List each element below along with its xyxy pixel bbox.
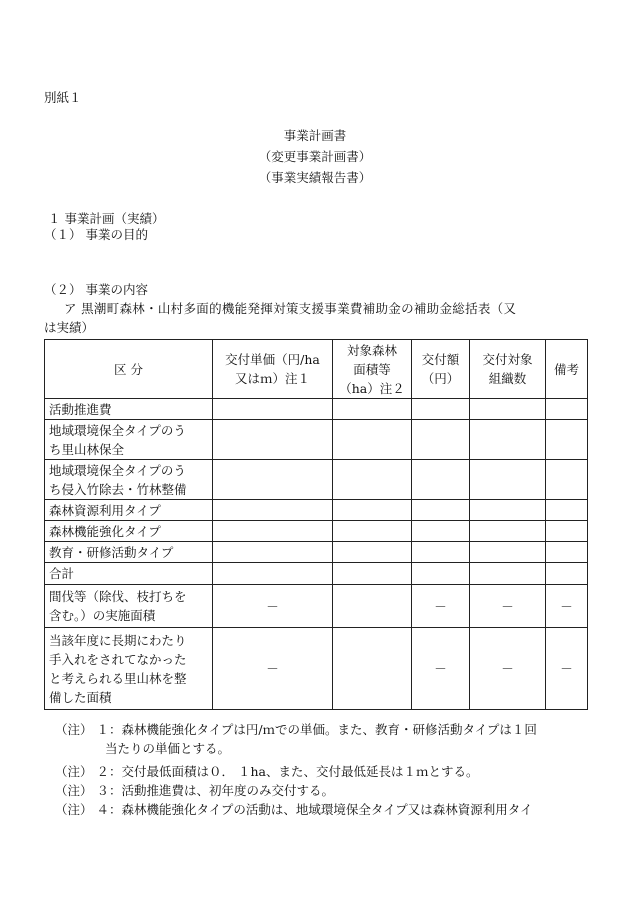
section-item-content: （２） 事業の内容 — [44, 282, 148, 297]
document-subtitle-report: （事業実績報告書） — [258, 170, 372, 185]
dash-cell: － — [412, 585, 470, 628]
row-label: 森林資源利用タイプ — [45, 500, 213, 521]
subsection-a-line2: は実績） — [44, 320, 95, 335]
table-row-satoyama-area — [45, 628, 588, 710]
header-amount: 交付額 （円） — [412, 340, 470, 399]
row-label: 教育・研修活動タイプ — [45, 542, 213, 563]
subsection-a-line1: ア 黒潮町森林・山村多面的機能発揮対策支援事業費補助金の補助金総括表（又 — [64, 301, 517, 316]
header-unit-price: 交付単価（円/ha 又はｍ）注１ — [213, 340, 333, 399]
header-category: 区 分 — [45, 340, 213, 399]
row-label: 森林機能強化タイプ — [45, 521, 213, 542]
subsidy-summary-table — [44, 339, 588, 710]
section-item-purpose: （１） 事業の目的 — [44, 227, 148, 242]
dash-cell: － — [546, 628, 588, 710]
header-remarks: 備考 — [546, 340, 588, 399]
table-header-row — [45, 340, 588, 399]
row-label: 地域環境保全タイプのう ち侵入竹除去・竹林整備 — [45, 460, 213, 500]
dash-cell: － — [546, 585, 588, 628]
row-label: 合計 — [45, 563, 213, 585]
dash-cell: － — [470, 628, 546, 710]
document-title: 事業計画書 — [283, 128, 347, 143]
attachment-label: 別紙１ — [44, 90, 82, 105]
row-label: 当該年度に長期にわたり 手入れをされてなかった と考えられる里山林を整 備した面積 — [45, 628, 213, 710]
dash-cell: － — [470, 585, 546, 628]
dash-cell: － — [213, 628, 333, 710]
row-label: 地域環境保全タイプのう ち里山林保全 — [45, 420, 213, 460]
document-subtitle-change: （変更事業計画書） — [258, 149, 372, 164]
note-1: （注） １：森林機能強化タイプは円/ｍでの単価。また、教育・研修活動タイプは１回 — [55, 722, 537, 737]
table-row — [45, 521, 588, 542]
note-3: （注） ３：活動推進費は、初年度のみ交付する。 — [55, 783, 334, 798]
note-1-continuation: 当たりの単価とする。 — [105, 741, 231, 756]
note-4: （注） ４：森林機能強化タイプの活動は、地域環境保全タイプ又は森林資源利用タイ — [55, 802, 533, 817]
dash-cell: － — [412, 628, 470, 710]
table-row-thinning-area — [45, 585, 588, 628]
table-row — [45, 420, 588, 460]
section-heading: １ 事業計画（実績） — [48, 211, 165, 226]
table-row-total — [45, 563, 588, 585]
row-label: 間伐等（除伐、枝打ちを 含む。）の実施面積 — [45, 585, 213, 628]
header-orgs: 交付対象 組織数 — [470, 340, 546, 399]
dash-cell: － — [213, 585, 333, 628]
table-row — [45, 500, 588, 521]
row-label: 活動推進費 — [45, 399, 213, 420]
table-row — [45, 399, 588, 420]
note-2: （注） ２：交付最低面積は０． １ha、また、交付最低延長は１ｍとする。 — [55, 764, 479, 779]
table-row — [45, 542, 588, 563]
header-area: 対象森林 面積等 （ha）注２ — [333, 340, 412, 399]
table-row — [45, 460, 588, 500]
